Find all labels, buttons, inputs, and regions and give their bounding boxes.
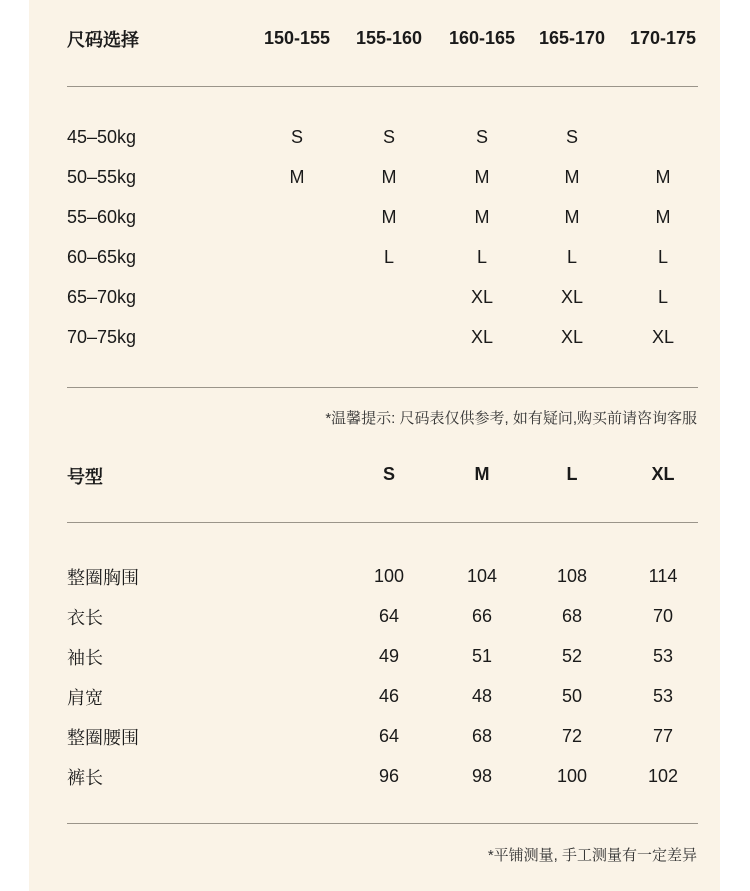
size-column-header: M (474, 464, 490, 484)
measurement-cell: 64 (378, 726, 400, 746)
size-cell: M (381, 207, 397, 227)
measurement-cell: 102 (647, 766, 679, 786)
measurement-row-label: 衣长 (67, 608, 103, 628)
size-chart-title: 尺码选择 (67, 30, 139, 50)
size-column-header: XL (651, 464, 675, 484)
measurement-row-label: 整圈腰围 (67, 728, 139, 748)
measurement-cell: 72 (561, 726, 583, 746)
height-column-header: 165-170 (538, 28, 606, 48)
weight-row-label: 70–75kg (67, 327, 137, 347)
size-column-header: S (382, 464, 395, 484)
measurement-cell: 52 (561, 646, 583, 666)
divider (67, 823, 698, 824)
weight-row-label: 55–60kg (67, 207, 137, 227)
size-cell: XL (560, 327, 584, 347)
weight-row-label: 50–55kg (67, 167, 137, 187)
measure-chart-note: *平铺测量, 手工测量有一定差异 (487, 847, 697, 864)
weight-row-label: 60–65kg (67, 247, 137, 267)
size-cell: XL (560, 287, 584, 307)
size-cell: L (476, 247, 487, 267)
measurement-cell: 98 (471, 766, 493, 786)
measurement-cell: 51 (471, 646, 493, 666)
measurement-cell: 66 (471, 606, 493, 626)
size-cell: L (383, 247, 394, 267)
height-column-header: 160-165 (448, 28, 516, 48)
size-cell: S (475, 127, 488, 147)
size-cell: M (474, 167, 490, 187)
measurement-row-label: 袖长 (67, 648, 103, 668)
measure-chart-title: 号型 (67, 467, 103, 487)
measurement-cell: 96 (378, 766, 400, 786)
measurement-cell: 48 (471, 686, 493, 706)
measurement-cell: 77 (652, 726, 674, 746)
size-cell: S (382, 127, 395, 147)
measurement-cell: 100 (373, 566, 405, 586)
size-cell: S (565, 127, 578, 147)
measurement-cell: 46 (378, 686, 400, 706)
weight-row-label: 45–50kg (67, 127, 137, 147)
measurement-cell: 114 (648, 566, 678, 586)
size-cell: M (289, 167, 305, 187)
height-column-header: 170-175 (629, 28, 697, 48)
size-cell: M (564, 167, 580, 187)
weight-row-label: 65–70kg (67, 287, 137, 307)
size-cell: L (566, 247, 577, 267)
size-cell: M (381, 167, 397, 187)
measurement-cell: 49 (378, 646, 400, 666)
measurement-cell: 104 (466, 566, 498, 586)
measurement-cell: 53 (652, 646, 674, 666)
size-cell: L (657, 287, 668, 307)
measurement-cell: 108 (556, 566, 588, 586)
measurement-cell: 68 (561, 606, 583, 626)
size-cell: M (655, 207, 671, 227)
measurement-cell: 64 (378, 606, 400, 626)
size-cell: XL (651, 327, 675, 347)
size-cell: XL (470, 327, 494, 347)
size-cell: XL (470, 287, 494, 307)
size-chart-note: *温馨提示: 尺码表仅供参考, 如有疑问,购买前请咨询客服 (325, 410, 697, 427)
measurement-cell: 68 (471, 726, 493, 746)
measurement-row-label: 整圈胸围 (67, 568, 139, 588)
divider (67, 387, 698, 388)
size-cell: S (290, 127, 303, 147)
size-cell: M (474, 207, 490, 227)
height-column-header: 150-155 (263, 28, 331, 48)
divider (67, 522, 698, 523)
size-column-header: L (566, 464, 578, 484)
measurement-cell: 70 (652, 606, 674, 626)
divider (67, 86, 698, 87)
measurement-cell: 53 (652, 686, 674, 706)
size-cell: M (564, 207, 580, 227)
size-cell: M (655, 167, 671, 187)
height-column-header: 155-160 (355, 28, 423, 48)
measurement-row-label: 裤长 (67, 768, 103, 788)
measurement-cell: 100 (556, 766, 588, 786)
size-cell: L (657, 247, 668, 267)
measurement-cell: 50 (561, 686, 583, 706)
measurement-row-label: 肩宽 (67, 688, 103, 708)
